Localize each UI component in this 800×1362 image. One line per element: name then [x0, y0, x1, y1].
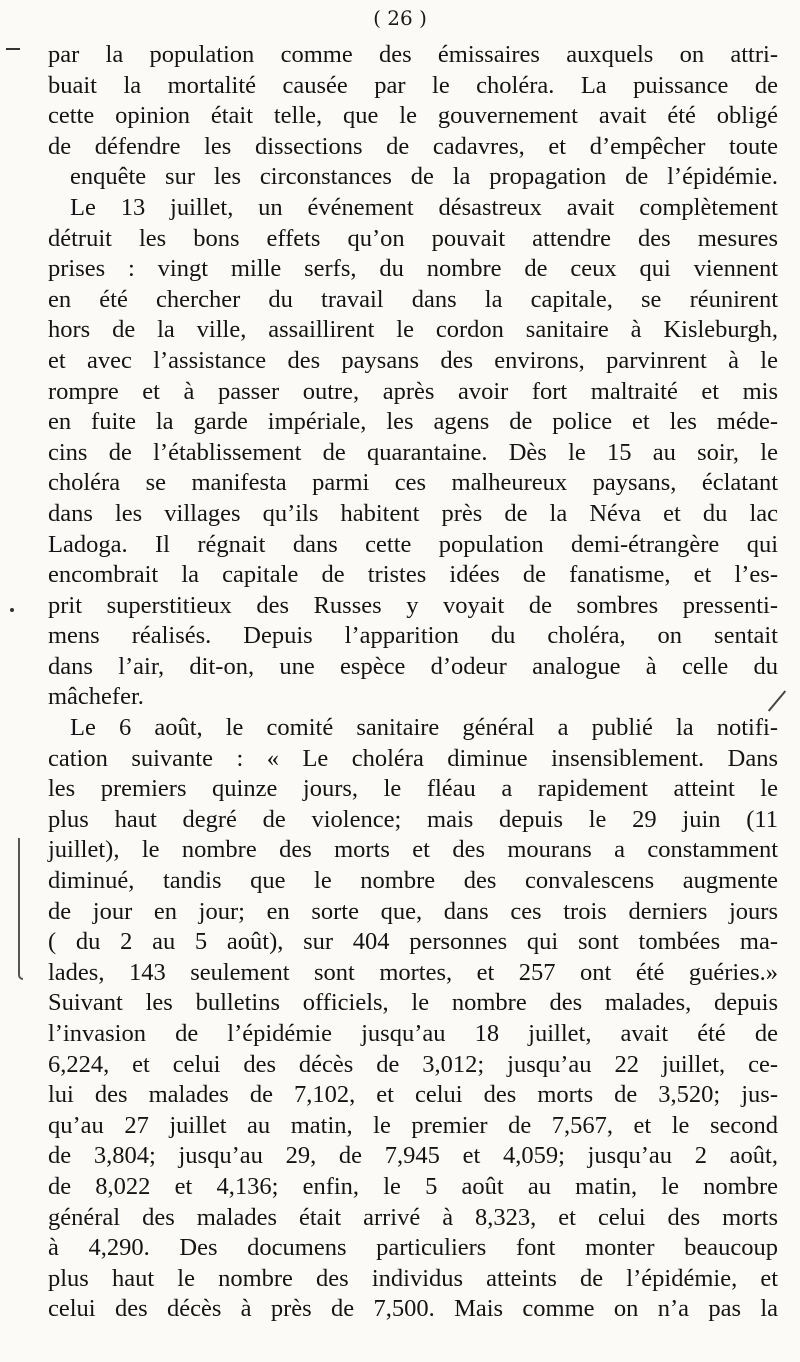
text-line: plus haut le nombre des individus atteints de l’épidémie, et: [48, 1264, 778, 1292]
text-line: ( du 2 au 5 août), sur 404 personnes qui sont tombées ma-: [48, 928, 778, 956]
text-line: diminué, tandis que le nombre des convalescens augmente: [48, 867, 778, 895]
text-line: cette opinion était telle, que le gouvernement avait été obligé: [48, 102, 778, 130]
text-line: lades, 143 seulement sont mortes, et 257 ont été guéries.»: [48, 958, 778, 986]
text-line: de 3,804; jusqu’au 29, de 7,945 et 4,059; jusqu’au 2 août,: [48, 1142, 778, 1170]
text-line: et avec l’assistance des paysans des environs, parvinrent à le: [48, 346, 778, 374]
text-line: par la population comme des émissaires auxquels on attri-: [48, 41, 778, 68]
text-line: de jour en jour; en sorte que, dans ces trois derniers jours: [48, 897, 778, 925]
text-line: Le 6 août, le comité sanitaire général a publié la notifi-: [70, 714, 778, 742]
text-line: juillet), le nombre des morts et des mourans a constamment: [48, 836, 778, 864]
text-line: cins de l’établissement de quarantaine. Dès le 15 au soir, le: [48, 438, 778, 466]
text-line: Ladoga. Il régnait dans cette population demi-étrangère qui: [48, 530, 778, 558]
text-line: en été chercher du travail dans la capitale, se réunirent: [48, 285, 778, 313]
text-line: choléra se manifesta parmi ces malheureux paysans, éclatant: [48, 469, 778, 497]
text-line: celui des décès à près de 7,500. Mais comme on n’a pas la: [48, 1295, 778, 1323]
text-line: rompre et à passer outre, après avoir fort maltraité et mis: [48, 377, 778, 405]
text-line: dans l’air, dit-on, une espèce d’odeur analogue à celle du: [48, 652, 778, 680]
margin-dash-mark: [6, 48, 20, 50]
text-line: dans les villages qu’ils habitent près de la Néva et du lac: [48, 499, 778, 527]
text-line: qu’au 27 juillet au matin, le premier de 7,567, et le second: [48, 1111, 778, 1139]
margin-bracket-mark: [18, 838, 23, 980]
text-line: lui des malades de 7,102, et celui des morts de 3,520; jus-: [48, 1081, 778, 1109]
text-line: mâchefer.: [48, 683, 144, 711]
margin-dot-mark: [10, 608, 14, 612]
text-line: détruit les bons effets qu’on pouvait attendre des mesures: [48, 224, 778, 252]
text-line: cation suivante : « Le choléra diminue insensiblement. Dans: [48, 744, 778, 772]
text-line: l’invasion de l’épidémie jusqu’au 18 juillet, avait été de: [48, 1020, 778, 1047]
text-line: hors de la ville, assaillirent le cordon sanitaire à Kisleburgh,: [48, 316, 778, 344]
text-line: prit superstitieux des Russes y voyait de sombres pressenti-: [48, 591, 778, 619]
text-line: Suivant les bulletins officiels, le nombre des malades, depuis: [48, 989, 778, 1017]
text-line: encombrait la capitale de tristes idées de fanatisme, et l’es-: [48, 561, 778, 589]
text-line: à 4,290. Des documens particuliers font monter beaucoup: [48, 1234, 778, 1262]
body-text: [48, 40, 778, 1325]
text-line: plus haut degré de violence; mais depuis le 29 juin (11: [48, 805, 778, 833]
text-line: mens réalisés. Depuis l’apparition du choléra, on sentait: [48, 622, 778, 650]
page-number: ( 26 ): [373, 6, 427, 30]
text-line: en fuite la garde impériale, les agens de police et les méde-: [48, 408, 778, 436]
text-line: Le 13 juillet, un événement désastreux avait complètement: [70, 193, 778, 221]
text-line: de défendre les dissections de cadavres, et d’empêcher toute: [48, 132, 778, 160]
text-line: buait la mortalité causée par le choléra. La puissance de: [48, 71, 778, 99]
text-line: 6,224, et celui des décès de 3,012; jusqu’au 22 juillet, ce-: [48, 1050, 778, 1078]
text-line: les premiers quinze jours, le fléau a rapidement atteint le: [48, 775, 778, 803]
text-line: général des malades était arrivé à 8,323, et celui des morts: [48, 1203, 778, 1231]
text-line: de 8,022 et 4,136; enfin, le 5 août au matin, le nombre: [48, 1172, 778, 1200]
text-line: enquête sur les circonstances de la propagation de l’épidémie.: [70, 163, 778, 191]
text-line: prises : vingt mille serfs, du nombre de ceux qui viennent: [48, 255, 778, 283]
